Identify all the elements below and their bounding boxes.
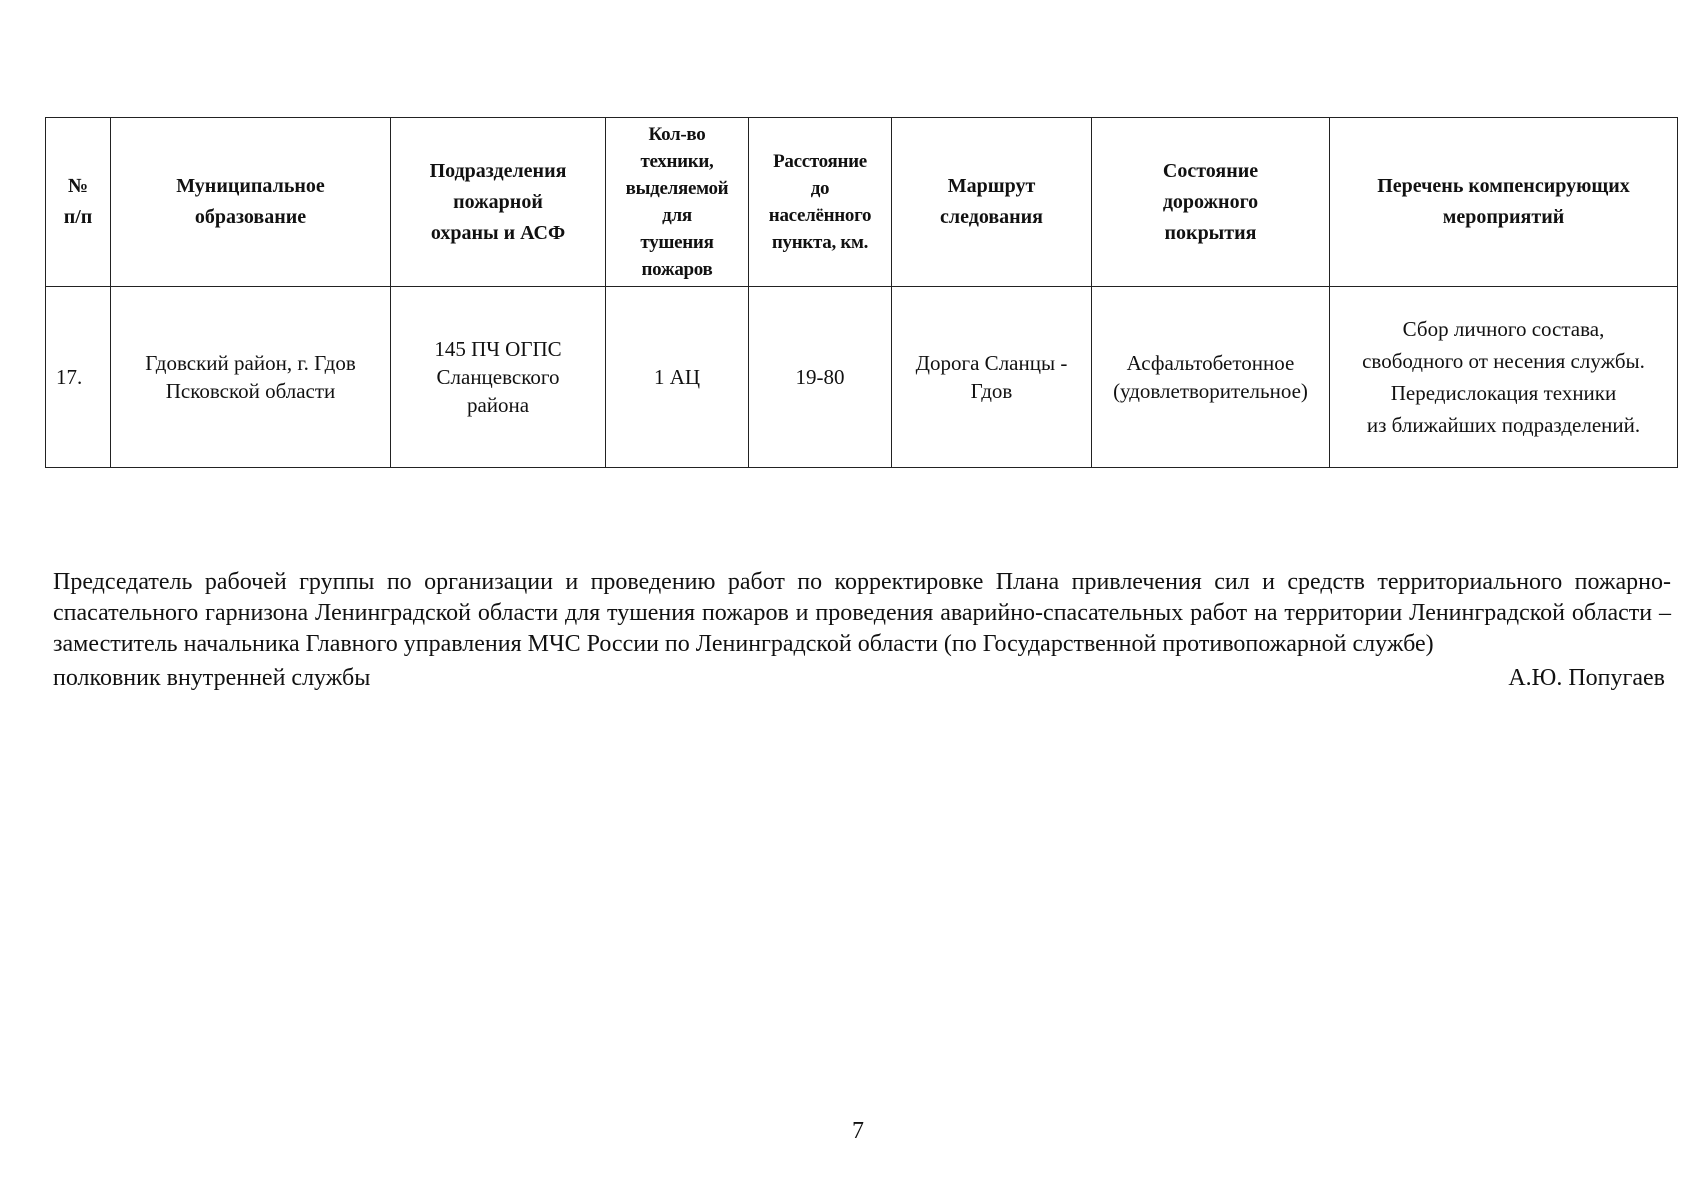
cell-num: 17. [46, 287, 111, 468]
header-distance: Расстояние до населённого пункта, км. [749, 118, 892, 287]
cell-municipality: Гдовский район, г. Гдов Псковской области [111, 287, 391, 468]
header-num: № п/п [46, 118, 111, 287]
cell-route: Дорога Сланцы - Гдов [892, 287, 1092, 468]
header-municipality: Муниципальное образование [111, 118, 391, 287]
cell-measures: Сбор личного состава, свободного от несения службы. Передислокация техники из ближайших подразделений. [1330, 287, 1678, 468]
cell-distance: 19-80 [749, 287, 892, 468]
signature-block [53, 567, 1671, 694]
table-header-row [46, 118, 1678, 287]
header-equipment: Кол-во техники, выделяемой для тушения пожаров [606, 118, 749, 287]
cell-road: Асфальтобетонное (удовлетворительное) [1092, 287, 1330, 468]
signatory-position: Председатель рабочей группы по организации и проведению работ по корректировке Плана привлечения сил и средств территориального пожарно-спасательного гарнизона Ленинградской области для тушения пожаров и проведения аварийно-спасательных работ на территории Ленинградской области – заместитель начальника Главного управления МЧС России по Ленинградской области (по Государственной противопожарной службе) [53, 569, 1671, 657]
cell-equipment: 1 АЦ [606, 287, 749, 468]
cell-units: 145 ПЧ ОГПС Сланцевского района [391, 287, 606, 468]
signatory-name: А.Ю. Попугаев [1508, 665, 1665, 691]
signatory-rank: полковник внутренней службы [53, 665, 371, 691]
header-measures: Перечень компенсирующих мероприятий [1330, 118, 1678, 287]
page-number: 7 [852, 1118, 864, 1144]
header-road: Состояние дорожного покрытия [1092, 118, 1330, 287]
forces-plan-table [45, 117, 1678, 468]
header-units: Подразделения пожарной охраны и АСФ [391, 118, 606, 287]
table-row [46, 287, 1678, 468]
header-route: Маршрут следования [892, 118, 1092, 287]
signature-row [53, 663, 1671, 694]
